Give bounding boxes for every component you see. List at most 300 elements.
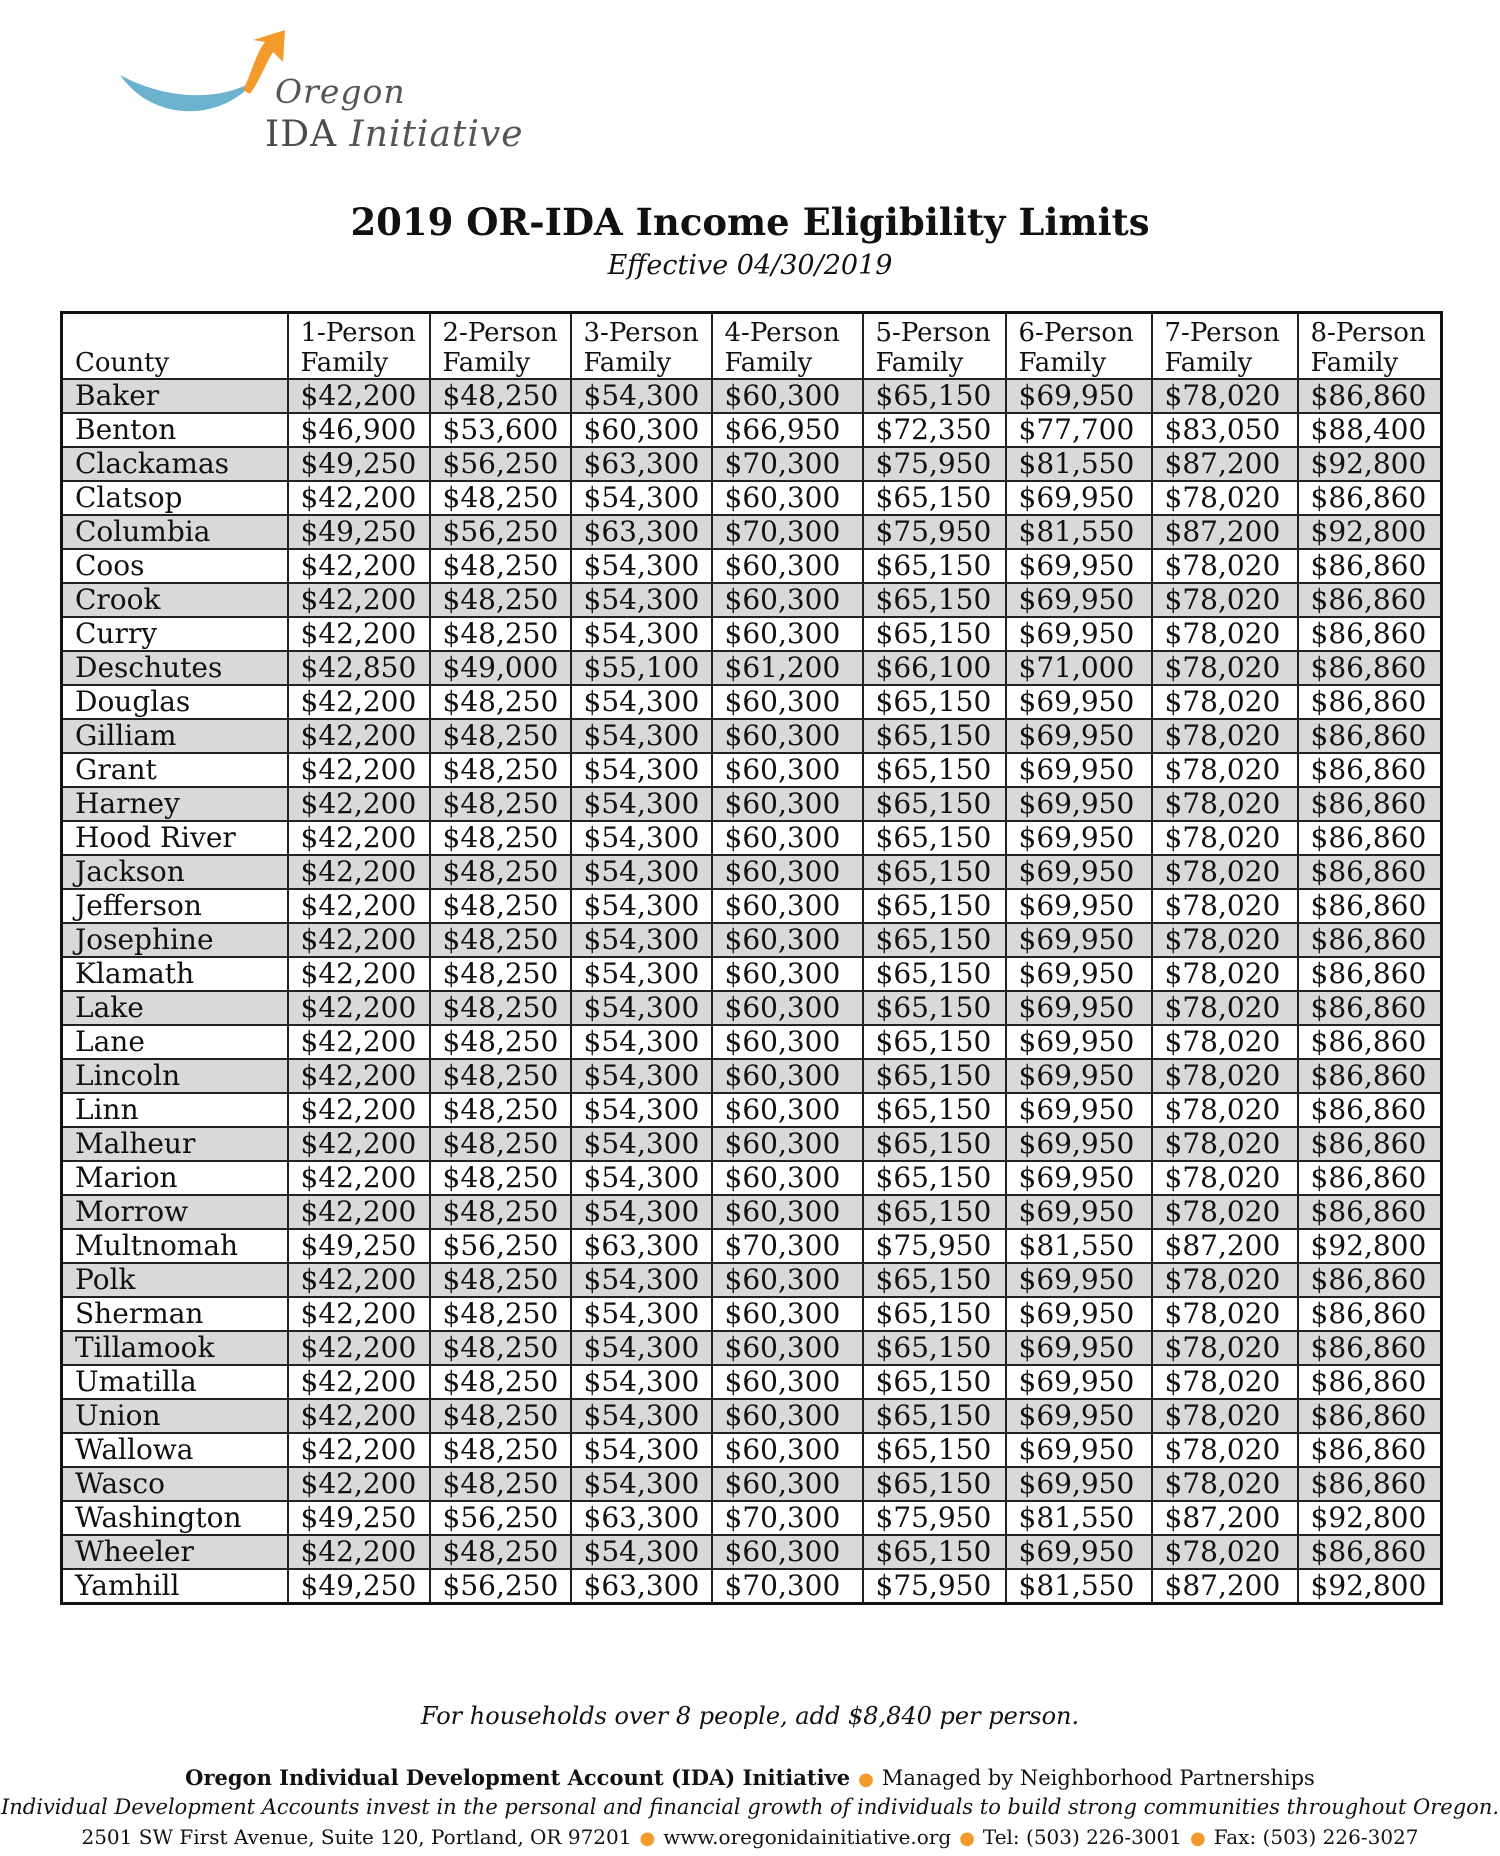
income-limit-cell: $69,950: [1006, 923, 1152, 957]
income-limit-cell: $48,250: [430, 957, 571, 991]
income-limit-cell: $86,860: [1298, 923, 1442, 957]
income-limit-cell: $60,300: [571, 413, 712, 447]
table-row: [62, 719, 1442, 753]
footer-org: Oregon Individual Development Account (IDA) Initiative: [185, 1765, 851, 1790]
income-limit-cell: $54,300: [571, 1399, 712, 1433]
income-limit-cell: $65,150: [863, 1263, 1006, 1297]
income-limit-cell: $42,200: [288, 923, 430, 957]
income-limit-cell: $65,150: [863, 685, 1006, 719]
table-row: [62, 1331, 1442, 1365]
income-limit-cell: $48,250: [430, 379, 571, 413]
income-limit-cell: $42,200: [288, 889, 430, 923]
header-text: Family: [442, 348, 531, 378]
income-limit-cell: $54,300: [571, 1127, 712, 1161]
income-limit-cell: $78,020: [1152, 753, 1298, 787]
county-name-cell: Clackamas: [62, 447, 288, 481]
income-limit-cell: $49,250: [288, 1501, 430, 1535]
income-limit-cell: $86,860: [1298, 753, 1442, 787]
income-limit-cell: $42,200: [288, 1399, 430, 1433]
income-limit-cell: $65,150: [863, 1467, 1006, 1501]
income-limit-cell: $69,950: [1006, 583, 1152, 617]
income-limit-cell: $66,950: [712, 413, 863, 447]
income-limit-cell: $48,250: [430, 1195, 571, 1229]
logo-text-oregon: Oregon: [275, 72, 406, 111]
table-row: [62, 821, 1442, 855]
county-name-cell: Crook: [62, 583, 288, 617]
income-limit-cell: $66,100: [863, 651, 1006, 685]
income-limit-cell: $86,860: [1298, 719, 1442, 753]
income-limit-cell: $42,200: [288, 549, 430, 583]
county-name-cell: Jefferson: [62, 889, 288, 923]
income-limit-cell: $86,860: [1298, 1263, 1442, 1297]
income-limit-cell: $49,250: [288, 515, 430, 549]
income-limit-cell: $48,250: [430, 1399, 571, 1433]
income-limit-cell: $61,200: [712, 651, 863, 685]
income-limit-cell: $42,200: [288, 1331, 430, 1365]
income-limit-cell: $60,300: [712, 719, 863, 753]
income-limit-cell: $87,200: [1152, 515, 1298, 549]
income-limit-cell: $92,800: [1298, 515, 1442, 549]
income-limit-cell: $69,950: [1006, 1365, 1152, 1399]
table-body: [62, 379, 1442, 1604]
income-limit-cell: $69,950: [1006, 889, 1152, 923]
income-limit-cell: $54,300: [571, 685, 712, 719]
income-limit-cell: $78,020: [1152, 957, 1298, 991]
income-limit-cell: $42,200: [288, 583, 430, 617]
income-limit-cell: $55,100: [571, 651, 712, 685]
table-row: [62, 889, 1442, 923]
income-limit-cell: $65,150: [863, 583, 1006, 617]
income-limit-cell: $48,250: [430, 1297, 571, 1331]
footer-website[interactable]: www.oregonidainitiative.org: [663, 1825, 952, 1849]
income-limit-cell: $87,200: [1152, 447, 1298, 481]
income-limit-cell: $42,200: [288, 481, 430, 515]
income-limit-cell: $60,300: [712, 1399, 863, 1433]
income-limit-cell: $60,300: [712, 991, 863, 1025]
income-limit-cell: $86,860: [1298, 1025, 1442, 1059]
table-row: [62, 413, 1442, 447]
income-limit-cell: $54,300: [571, 821, 712, 855]
header-text: 6-Person: [1018, 318, 1134, 348]
income-limit-cell: $54,300: [571, 991, 712, 1025]
income-limit-cell: $92,800: [1298, 1229, 1442, 1263]
income-limit-cell: $86,860: [1298, 889, 1442, 923]
income-limit-cell: $42,200: [288, 855, 430, 889]
income-limit-cell: $48,250: [430, 889, 571, 923]
income-limit-cell: $88,400: [1298, 413, 1442, 447]
income-limit-cell: $48,250: [430, 1161, 571, 1195]
county-name-cell: Clatsop: [62, 481, 288, 515]
income-limit-cell: $65,150: [863, 1297, 1006, 1331]
income-limit-cell: $69,950: [1006, 821, 1152, 855]
income-limit-cell: $69,950: [1006, 719, 1152, 753]
county-name-cell: Malheur: [62, 1127, 288, 1161]
income-limit-cell: $65,150: [863, 855, 1006, 889]
income-limit-cell: $42,200: [288, 1433, 430, 1467]
income-limit-cell: $42,200: [288, 719, 430, 753]
income-limit-cell: $86,860: [1298, 1467, 1442, 1501]
income-limit-cell: $69,950: [1006, 549, 1152, 583]
county-name-cell: Coos: [62, 549, 288, 583]
income-limit-cell: $60,300: [712, 1467, 863, 1501]
footer-managed: Managed by Neighborhood Partnerships: [881, 1766, 1315, 1790]
column-header-4-person: [712, 313, 863, 380]
income-limit-cell: $92,800: [1298, 1501, 1442, 1535]
county-name-cell: Multnomah: [62, 1229, 288, 1263]
income-limit-cell: $65,150: [863, 991, 1006, 1025]
header-text: [75, 318, 275, 348]
header-text: 4-Person: [724, 318, 840, 348]
income-limit-cell: $86,860: [1298, 617, 1442, 651]
income-limit-cell: $60,300: [712, 753, 863, 787]
table-row: [62, 1501, 1442, 1535]
table-row: [62, 1127, 1442, 1161]
income-limit-cell: $60,300: [712, 821, 863, 855]
income-limit-cell: $54,300: [571, 855, 712, 889]
income-limit-cell: $48,250: [430, 1365, 571, 1399]
table-row: [62, 1161, 1442, 1195]
income-limit-cell: $78,020: [1152, 651, 1298, 685]
income-limit-cell: $65,150: [863, 1535, 1006, 1569]
income-limit-cell: $65,150: [863, 957, 1006, 991]
income-limit-cell: $56,250: [430, 1229, 571, 1263]
income-limit-cell: $42,200: [288, 1535, 430, 1569]
table-row: [62, 651, 1442, 685]
income-limit-cell: $54,300: [571, 481, 712, 515]
income-limit-cell: $48,250: [430, 821, 571, 855]
income-limit-cell: $60,300: [712, 1297, 863, 1331]
income-limit-cell: $54,300: [571, 1059, 712, 1093]
income-limit-cell: $78,020: [1152, 549, 1298, 583]
logo-text-ida: IDA: [265, 114, 338, 155]
income-limit-cell: $60,300: [712, 855, 863, 889]
income-limit-cell: $92,800: [1298, 447, 1442, 481]
income-limit-cell: $65,150: [863, 1195, 1006, 1229]
income-limit-cell: $60,300: [712, 1535, 863, 1569]
income-limit-cell: $54,300: [571, 1195, 712, 1229]
column-header-5-person: [863, 313, 1006, 380]
table-row: [62, 583, 1442, 617]
income-limit-cell: $48,250: [430, 549, 571, 583]
county-name-cell: Baker: [62, 379, 288, 413]
header-text: Family: [1018, 348, 1107, 378]
table-row: [62, 1433, 1442, 1467]
income-limit-cell: $48,250: [430, 1059, 571, 1093]
county-name-cell: Wallowa: [62, 1433, 288, 1467]
income-limit-cell: $65,150: [863, 1161, 1006, 1195]
income-limit-cell: $48,250: [430, 1263, 571, 1297]
income-limit-cell: $63,300: [571, 1501, 712, 1535]
header-text: 8-Person: [1310, 318, 1426, 348]
income-limit-cell: $42,200: [288, 1161, 430, 1195]
income-limit-cell: $48,250: [430, 991, 571, 1025]
income-limit-cell: $69,950: [1006, 787, 1152, 821]
income-limit-cell: $56,250: [430, 447, 571, 481]
table-row: [62, 685, 1442, 719]
income-limit-cell: $86,860: [1298, 583, 1442, 617]
income-limit-cell: $42,200: [288, 1025, 430, 1059]
logo: [115, 30, 535, 160]
bullet-icon: ●: [639, 1828, 656, 1849]
income-limit-cell: $65,150: [863, 379, 1006, 413]
income-limit-cell: $54,300: [571, 1093, 712, 1127]
income-limit-cell: $60,300: [712, 685, 863, 719]
eligibility-table: [60, 311, 1443, 1605]
income-limit-cell: $78,020: [1152, 583, 1298, 617]
county-name-cell: Deschutes: [62, 651, 288, 685]
income-limit-cell: $81,550: [1006, 515, 1152, 549]
income-limit-cell: $78,020: [1152, 685, 1298, 719]
income-limit-cell: $48,250: [430, 787, 571, 821]
income-limit-cell: $86,860: [1298, 1093, 1442, 1127]
income-limit-cell: $69,950: [1006, 1127, 1152, 1161]
income-limit-cell: $54,300: [571, 753, 712, 787]
header-text: Family: [724, 348, 813, 378]
income-limit-cell: $86,860: [1298, 1365, 1442, 1399]
income-limit-cell: $56,250: [430, 1501, 571, 1535]
logo-text-initiative: Initiative: [349, 114, 524, 155]
income-limit-cell: $78,020: [1152, 1059, 1298, 1093]
income-limit-cell: $48,250: [430, 617, 571, 651]
header-text: 7-Person: [1164, 318, 1280, 348]
income-limit-cell: $81,550: [1006, 1229, 1152, 1263]
footer-address: 2501 SW First Avenue, Suite 120, Portland, OR 97201: [81, 1825, 632, 1849]
income-limit-cell: $78,020: [1152, 719, 1298, 753]
income-limit-cell: $60,300: [712, 1025, 863, 1059]
county-name-cell: Gilliam: [62, 719, 288, 753]
income-limit-cell: $48,250: [430, 1433, 571, 1467]
table-header-row: [62, 313, 1442, 380]
column-header-1-person: [288, 313, 430, 380]
income-limit-cell: $54,300: [571, 1025, 712, 1059]
county-name-cell: Washington: [62, 1501, 288, 1535]
bullet-icon: ●: [858, 1769, 874, 1790]
income-limit-cell: $78,020: [1152, 617, 1298, 651]
income-limit-cell: $54,300: [571, 923, 712, 957]
income-limit-cell: $65,150: [863, 821, 1006, 855]
income-limit-cell: $69,950: [1006, 991, 1152, 1025]
income-limit-cell: $78,020: [1152, 1433, 1298, 1467]
income-limit-cell: $86,860: [1298, 821, 1442, 855]
income-limit-cell: $65,150: [863, 719, 1006, 753]
income-limit-cell: $69,950: [1006, 1433, 1152, 1467]
table-row: [62, 1025, 1442, 1059]
county-name-cell: Union: [62, 1399, 288, 1433]
income-limit-cell: $69,950: [1006, 685, 1152, 719]
table-row: [62, 787, 1442, 821]
income-limit-cell: $42,200: [288, 1059, 430, 1093]
column-header-6-person: [1006, 313, 1152, 380]
income-limit-cell: $87,200: [1152, 1501, 1298, 1535]
table-row: [62, 1535, 1442, 1569]
income-limit-cell: $54,300: [571, 1297, 712, 1331]
income-limit-cell: $60,300: [712, 379, 863, 413]
income-limit-cell: $60,300: [712, 1263, 863, 1297]
footer-contact-line: [0, 1825, 1500, 1849]
income-limit-cell: $81,550: [1006, 447, 1152, 481]
county-name-cell: Hood River: [62, 821, 288, 855]
income-limit-cell: $78,020: [1152, 1025, 1298, 1059]
income-limit-cell: $48,250: [430, 1331, 571, 1365]
table-row: [62, 1263, 1442, 1297]
income-limit-cell: $86,860: [1298, 651, 1442, 685]
income-limit-cell: $60,300: [712, 583, 863, 617]
table-row: [62, 515, 1442, 549]
income-limit-cell: $56,250: [430, 515, 571, 549]
income-limit-cell: $63,300: [571, 1229, 712, 1263]
income-limit-cell: $81,550: [1006, 1501, 1152, 1535]
income-limit-cell: $78,020: [1152, 855, 1298, 889]
county-name-cell: Columbia: [62, 515, 288, 549]
income-limit-cell: $63,300: [571, 1569, 712, 1604]
income-limit-cell: $86,860: [1298, 1297, 1442, 1331]
income-limit-cell: $48,250: [430, 583, 571, 617]
table-row: [62, 855, 1442, 889]
table-row: [62, 1059, 1442, 1093]
income-limit-cell: $65,150: [863, 617, 1006, 651]
income-limit-cell: $54,300: [571, 889, 712, 923]
header-text: Family: [300, 348, 389, 378]
table-row: [62, 1297, 1442, 1331]
page-title: 2019 OR-IDA Income Eligibility Limits: [350, 200, 1150, 244]
county-name-cell: Morrow: [62, 1195, 288, 1229]
logo-text-ida-initiative: [265, 114, 524, 155]
income-limit-cell: $60,300: [712, 1161, 863, 1195]
income-limit-cell: $78,020: [1152, 1263, 1298, 1297]
income-limit-cell: $77,700: [1006, 413, 1152, 447]
income-limit-cell: $83,050: [1152, 413, 1298, 447]
income-limit-cell: $42,200: [288, 1093, 430, 1127]
income-limit-cell: $48,250: [430, 1127, 571, 1161]
income-limit-cell: $65,150: [863, 889, 1006, 923]
income-limit-cell: $69,950: [1006, 1263, 1152, 1297]
income-limit-cell: $53,600: [430, 413, 571, 447]
header-text: Family: [1164, 348, 1253, 378]
income-limit-cell: $42,200: [288, 753, 430, 787]
income-limit-cell: $65,150: [863, 1399, 1006, 1433]
income-limit-cell: $60,300: [712, 923, 863, 957]
income-limit-cell: $86,860: [1298, 1535, 1442, 1569]
income-limit-cell: $78,020: [1152, 1365, 1298, 1399]
income-limit-cell: $86,860: [1298, 481, 1442, 515]
income-limit-cell: $75,950: [863, 1569, 1006, 1604]
table-row: [62, 923, 1442, 957]
income-limit-cell: $69,950: [1006, 481, 1152, 515]
income-limit-cell: $65,150: [863, 923, 1006, 957]
income-limit-cell: $86,860: [1298, 549, 1442, 583]
table-row: [62, 1093, 1442, 1127]
income-limit-cell: $48,250: [430, 923, 571, 957]
income-limit-cell: $78,020: [1152, 1331, 1298, 1365]
income-limit-cell: $70,300: [712, 1229, 863, 1263]
income-limit-cell: $65,150: [863, 1059, 1006, 1093]
footer-tagline: Individual Development Accounts invest in the personal and financial growth of individuals to build strong communities throughout Oregon.: [0, 1795, 1500, 1819]
income-limit-cell: $78,020: [1152, 991, 1298, 1025]
income-limit-cell: $54,300: [571, 379, 712, 413]
income-limit-cell: $86,860: [1298, 379, 1442, 413]
income-limit-cell: $69,950: [1006, 1399, 1152, 1433]
header-text: 1-Person: [300, 318, 416, 348]
footer-tel: Tel: (503) 226-3001: [982, 1825, 1182, 1849]
income-limit-cell: $65,150: [863, 481, 1006, 515]
income-limit-cell: $42,200: [288, 991, 430, 1025]
footer-org-line: [0, 1765, 1500, 1790]
income-limit-cell: $69,950: [1006, 1467, 1152, 1501]
income-limit-cell: $78,020: [1152, 1467, 1298, 1501]
income-limit-cell: $69,950: [1006, 1331, 1152, 1365]
income-limit-cell: $75,950: [863, 515, 1006, 549]
header-text: 3-Person: [583, 318, 699, 348]
page-subtitle: Effective 04/30/2019: [607, 250, 893, 281]
income-limit-cell: $78,020: [1152, 1535, 1298, 1569]
income-limit-cell: $69,950: [1006, 957, 1152, 991]
income-limit-cell: $42,200: [288, 685, 430, 719]
income-limit-cell: $86,860: [1298, 991, 1442, 1025]
income-limit-cell: $48,250: [430, 855, 571, 889]
income-limit-cell: $42,200: [288, 1195, 430, 1229]
income-limit-cell: $60,300: [712, 957, 863, 991]
income-limit-cell: $48,250: [430, 481, 571, 515]
income-limit-cell: $60,300: [712, 1195, 863, 1229]
table-row: [62, 1195, 1442, 1229]
county-name-cell: Jackson: [62, 855, 288, 889]
income-limit-cell: $65,150: [863, 753, 1006, 787]
income-limit-cell: $86,860: [1298, 957, 1442, 991]
table-row: [62, 447, 1442, 481]
county-name-cell: Lake: [62, 991, 288, 1025]
county-name-cell: Curry: [62, 617, 288, 651]
income-limit-cell: $42,200: [288, 1263, 430, 1297]
income-limit-cell: $69,950: [1006, 1059, 1152, 1093]
income-limit-cell: $78,020: [1152, 923, 1298, 957]
table-row: [62, 1365, 1442, 1399]
income-limit-cell: $86,860: [1298, 1127, 1442, 1161]
income-limit-cell: $78,020: [1152, 1093, 1298, 1127]
income-limit-cell: $69,950: [1006, 379, 1152, 413]
income-limit-cell: $54,300: [571, 957, 712, 991]
header-text: Family: [583, 348, 672, 378]
income-limit-cell: $42,850: [288, 651, 430, 685]
income-limit-cell: $69,950: [1006, 1161, 1152, 1195]
income-limit-cell: $78,020: [1152, 481, 1298, 515]
income-limit-cell: $42,200: [288, 787, 430, 821]
table-row: [62, 753, 1442, 787]
income-limit-cell: $60,300: [712, 549, 863, 583]
income-limit-cell: $42,200: [288, 379, 430, 413]
table-row: [62, 1399, 1442, 1433]
income-limit-cell: $54,300: [571, 549, 712, 583]
income-limit-cell: $70,300: [712, 515, 863, 549]
table-row: [62, 617, 1442, 651]
column-header-3-person: [571, 313, 712, 380]
header-text: Family: [875, 348, 964, 378]
income-limit-cell: $86,860: [1298, 1433, 1442, 1467]
income-limit-cell: $49,250: [288, 1229, 430, 1263]
income-limit-cell: $60,300: [712, 1127, 863, 1161]
income-limit-cell: $75,950: [863, 1229, 1006, 1263]
income-limit-cell: $69,950: [1006, 855, 1152, 889]
income-limit-cell: $86,860: [1298, 855, 1442, 889]
bullet-icon: ●: [959, 1828, 975, 1849]
income-limit-cell: $54,300: [571, 1535, 712, 1569]
income-limit-cell: $78,020: [1152, 1195, 1298, 1229]
income-limit-cell: $48,250: [430, 1093, 571, 1127]
income-limit-cell: $69,950: [1006, 1297, 1152, 1331]
county-name-cell: Benton: [62, 413, 288, 447]
income-limit-cell: $42,200: [288, 1365, 430, 1399]
income-limit-cell: $78,020: [1152, 1161, 1298, 1195]
county-name-cell: Marion: [62, 1161, 288, 1195]
